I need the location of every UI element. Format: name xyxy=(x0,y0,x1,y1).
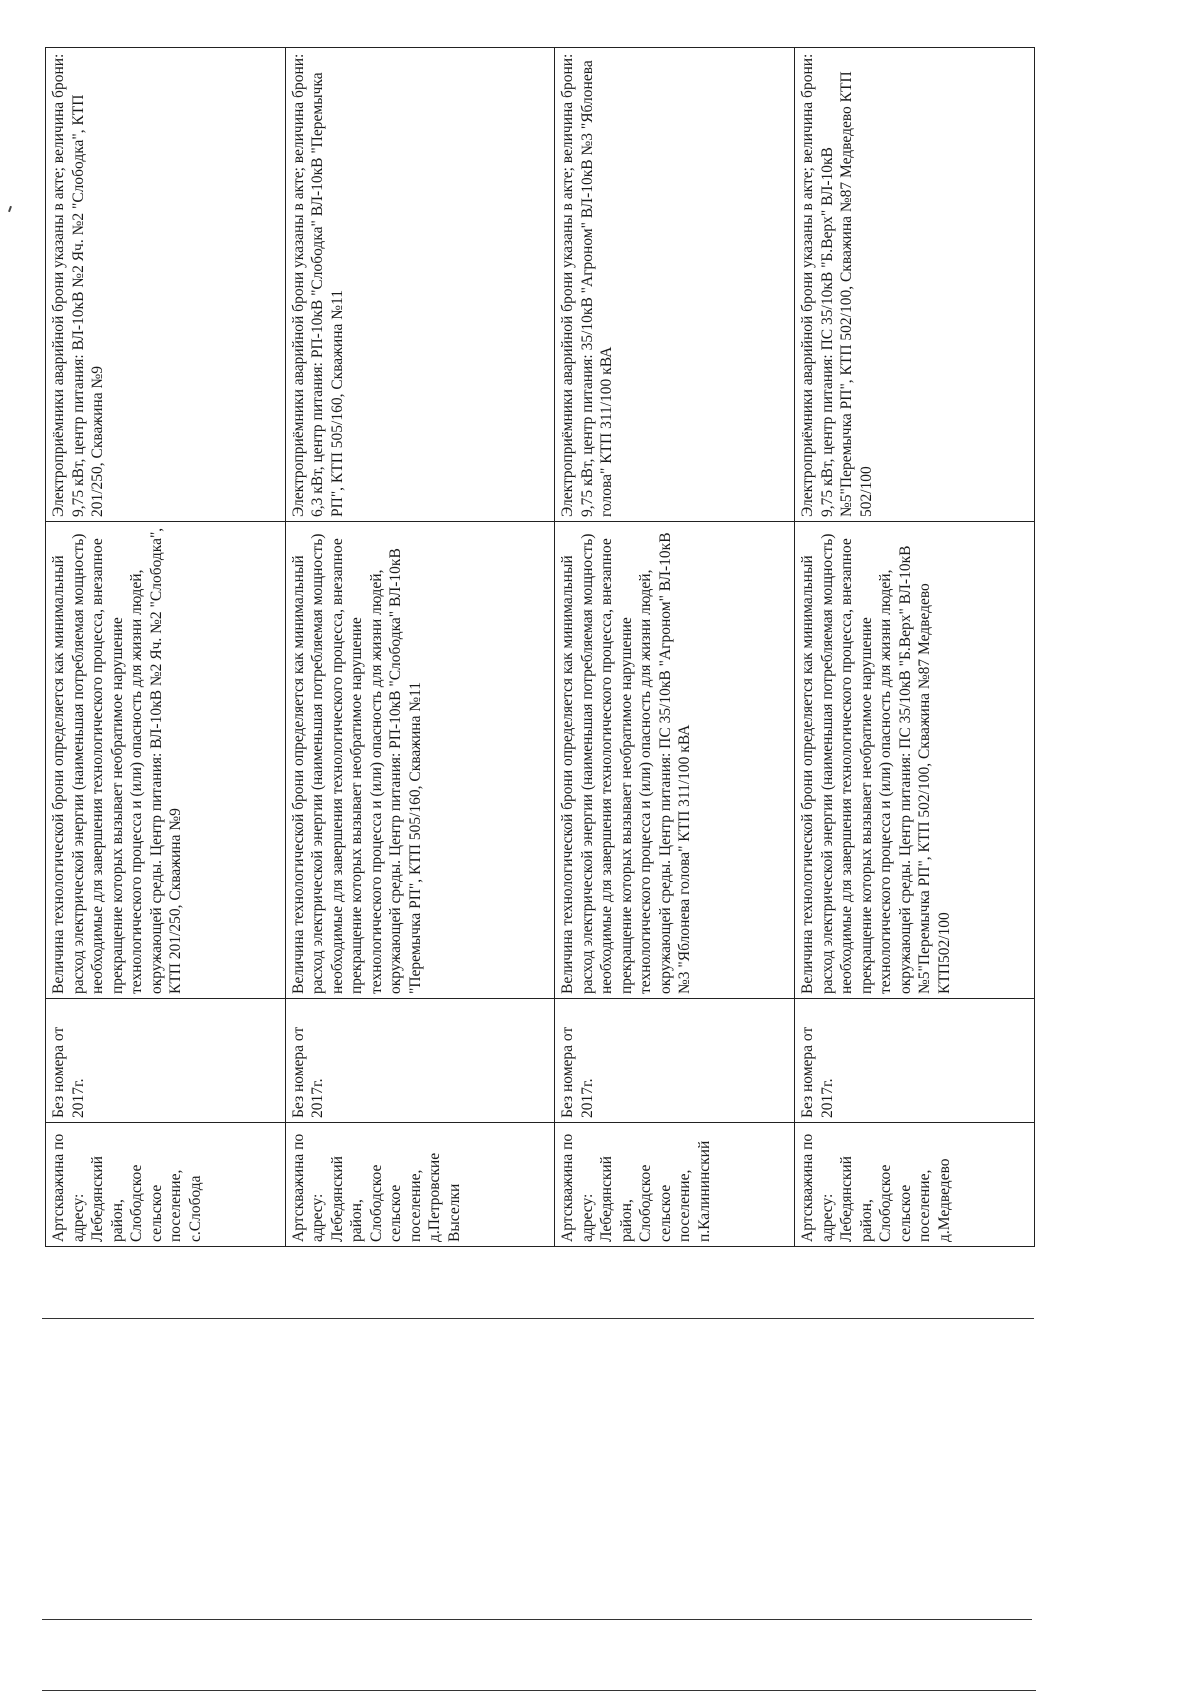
separator-line xyxy=(42,1318,1034,1319)
emergency-reserve-cell: Электроприёмники аварийной брони указаны в акте; величина брони: 9,75 кВт, центр питания: ВЛ-10кВ №2 Яч. №2 "Слободка", КТП 201/250, Скважина №9 xyxy=(46,48,286,522)
technological-reserve-cell: Величина технологической брони определяется как минимальный расход электрической энергии (наименьшая потребляемая мощность) необходимые для завершения технологического процесса, внезапное прекращение которых вызывает необратимое нарушение технологического процесса и (или) опасность для жизни людей, окружающей среды. Центр питания: ПС 35/10кВ "Б.Верх" ВЛ-10кВ №5"Перемычка РП", КТП 502/100, Скважина №87 Медведево КТП502/100 xyxy=(795,522,1035,999)
reservation-table xyxy=(45,47,1035,1247)
object-cell: Артскважина по адресу: Лебедянский район, Слободское сельское поселение, д.Медведево xyxy=(795,1123,1035,1247)
document-cell: Без номера от 2017г. xyxy=(555,999,795,1123)
separator-line xyxy=(42,1619,1032,1620)
object-cell: Артскважина по адресу: Лебедянский район, Слободское сельское поселение, п.Калининский xyxy=(555,1123,795,1247)
technological-reserve-cell: Величина технологической брони определяется как минимальный расход электрической энергии (наименьшая потребляемая мощность) необходимые для завершения технологического процесса, внезапное прекращение которых вызывает необратимое нарушение технологического процесса и (или) опасность для жизни людей, окружающей среды. Центр питания: РП-10кВ "Слободка" ВЛ-10кВ "Перемычка РП", КТП 505/160, Скважина №11 xyxy=(285,522,554,999)
separator-line xyxy=(42,1690,1036,1691)
table-row xyxy=(555,48,795,1247)
technological-reserve-cell: Величина технологической брони определяется как минимальный расход электрической энергии (наименьшая потребляемая мощность) необходимые для завершения технологического процесса, внезапное прекращение которых вызывает необратимое нарушение технологического процесса и (или) опасность для жизни людей, окружающей среды. Центр питания: ВЛ-10кВ №2 Яч. №2 "Слободка", КТП 201/250, Скважина №9 xyxy=(46,522,286,999)
scan-speck xyxy=(8,206,12,212)
table-row xyxy=(285,48,554,1247)
document-cell: Без номера от 2017г. xyxy=(795,999,1035,1123)
table-row xyxy=(46,48,286,1247)
emergency-reserve-cell: Электроприёмники аварийной брони указаны в акте; величина брони: 9,75 кВт, центр питания: 35/10кВ "Агроном" ВЛ-10кВ №3 "Яблонева голова" КТП 311/100 кВА xyxy=(555,48,795,522)
object-cell: Артскважина по адресу: Лебедянский район, Слободское сельское поселение, с.Слобода xyxy=(46,1123,286,1247)
table-row xyxy=(795,48,1035,1247)
technological-reserve-cell: Величина технологической брони определяется как минимальный расход электрической энергии (наименьшая потребляемая мощность) необходимые для завершения технологического процесса, внезапное прекращение которых вызывает необратимое нарушение технологического процесса и (или) опасность для жизни людей, окружающей среды. Центр питания: ПС 35/10кВ "Агроном" ВЛ-10кВ №3 "Яблонева голова" КТП 311/100 кВА xyxy=(555,522,795,999)
emergency-reserve-cell: Электроприёмники аварийной брони указаны в акте; величина брони: 6,3 кВт, центр питания: РП-10кВ "Слободка" ВЛ-10кВ "Перемычка РП", КТП 505/160, Скважина №11 xyxy=(285,48,554,522)
emergency-reserve-cell: Электроприёмники аварийной брони указаны в акте; величина брони: 9,75 кВт, центр питания: ПС 35/10кВ "Б.Верх" ВЛ-10кВ №5"Перемычка РП", КТП 502/100, Скважина №87 Медведево КТП 502/100 xyxy=(795,48,1035,522)
document-cell: Без номера от 2017г. xyxy=(46,999,286,1123)
document-cell: Без номера от 2017г. xyxy=(285,999,554,1123)
rotated-table-container xyxy=(45,47,1035,1247)
object-cell: Артскважина по адресу: Лебедянский район, Слободское сельское поселение, д.Петровские Выселки xyxy=(285,1123,554,1247)
